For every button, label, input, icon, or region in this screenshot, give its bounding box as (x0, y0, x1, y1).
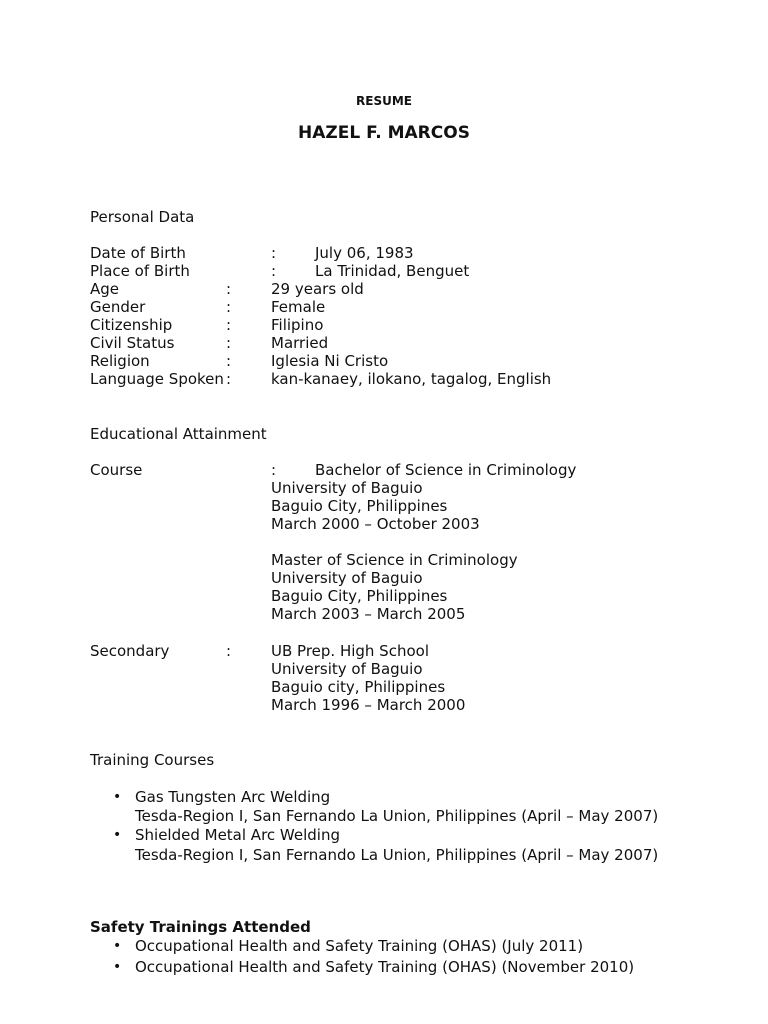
secondary-school: UB Prep. High School (271, 642, 429, 660)
label: Gender (90, 298, 146, 316)
separator: : (271, 244, 277, 262)
label: Age (90, 280, 120, 298)
separator: : (226, 316, 232, 334)
separator: : (226, 352, 232, 370)
separator: : (271, 262, 277, 280)
training-name: Shielded Metal Arc Welding (135, 826, 340, 844)
training-detail: Tesda-Region I, San Fernando La Union, Philippines (April – May 2007) (135, 807, 659, 825)
personal-data-heading: Personal Data (90, 208, 195, 226)
separator: : (226, 334, 232, 352)
separator: : (226, 370, 232, 388)
training-detail: Tesda-Region I, San Fernando La Union, Philippines (April – May 2007) (135, 846, 659, 864)
bullet-icon: • (113, 959, 122, 975)
separator: : (226, 280, 232, 298)
training-heading: Training Courses (90, 751, 215, 769)
label: Religion (90, 352, 150, 370)
secondary-location: Baguio city, Philippines (271, 678, 446, 696)
secondary-dates: March 1996 – March 2000 (271, 696, 466, 714)
course-separator: : (271, 461, 277, 479)
degree1-location: Baguio City, Philippines (271, 497, 448, 515)
safety-heading: Safety Trainings Attended (90, 918, 311, 936)
separator: : (226, 298, 232, 316)
education-heading: Educational Attainment (90, 425, 267, 443)
label: Civil Status (90, 334, 175, 352)
training-name: Gas Tungsten Arc Welding (135, 788, 331, 806)
label: Date of Birth (90, 244, 186, 262)
secondary-institution: University of Baguio (271, 660, 423, 678)
degree2-dates: March 2003 – March 2005 (271, 605, 466, 623)
degree2-school: University of Baguio (271, 569, 423, 587)
applicant-name: HAZEL F. MARCOS (298, 123, 470, 143)
value: 29 years old (271, 280, 364, 298)
value: Iglesia Ni Cristo (271, 352, 389, 370)
safety-training-text: Occupational Health and Safety Training (OHAS) (November 2010) (135, 958, 635, 976)
label: Place of Birth (90, 262, 190, 280)
bullet-icon: • (113, 827, 122, 843)
degree2-title: Master of Science in Criminology (271, 551, 518, 569)
degree1-school: University of Baguio (271, 479, 423, 497)
value: kan-kanaey, ilokano, tagalog, English (271, 370, 552, 388)
value: Female (271, 298, 326, 316)
secondary-separator: : (226, 642, 232, 660)
label: Language Spoken (90, 370, 224, 388)
value: Married (271, 334, 329, 352)
document-type: RESUME (356, 94, 412, 108)
bullet-icon: • (113, 789, 122, 805)
label: Citizenship (90, 316, 173, 334)
degree2-location: Baguio City, Philippines (271, 587, 448, 605)
value: Filipino (271, 316, 324, 334)
degree1-dates: March 2000 – October 2003 (271, 515, 480, 533)
degree1-title: Bachelor of Science in Criminology (315, 461, 577, 479)
safety-training-text: Occupational Health and Safety Training (OHAS) (July 2011) (135, 937, 584, 955)
value: July 06, 1983 (315, 244, 414, 262)
course-label: Course (90, 461, 143, 479)
value: La Trinidad, Benguet (315, 262, 470, 280)
bullet-icon: • (113, 938, 122, 954)
secondary-label: Secondary (90, 642, 170, 660)
